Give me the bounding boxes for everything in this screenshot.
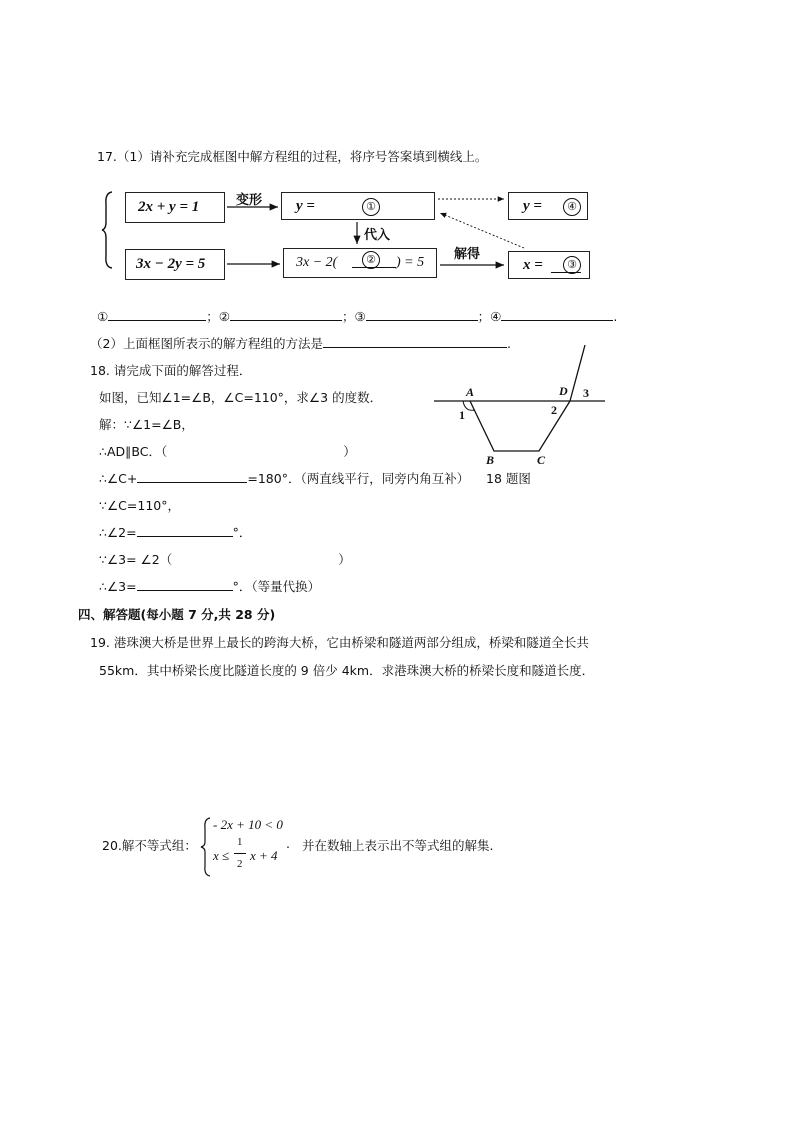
answer-label-2: ；② xyxy=(206,309,230,324)
inequality-1: - 2x + 10 < 0 xyxy=(213,817,283,832)
q18-step-3 xyxy=(99,469,469,487)
answer-blank-1[interactable] xyxy=(108,308,206,321)
q17-header: 17.（1）请补充完成框图中解方程组的过程，将序号答案填到横线上。 xyxy=(97,149,488,164)
result-y: y = xyxy=(523,198,542,214)
arrow-back xyxy=(440,213,524,248)
equation-2: 3x − 2y = 5 xyxy=(136,256,206,272)
label-C: C xyxy=(537,453,546,467)
label-A: A xyxy=(466,385,475,399)
step-7-reason: °．（等量代换） xyxy=(232,579,321,594)
transform-y: y = xyxy=(296,198,315,214)
answer-end: . xyxy=(613,309,618,324)
label-substitute: 代入 xyxy=(364,228,391,243)
label-3: 3 xyxy=(583,386,589,400)
fraction-denominator: 2 xyxy=(237,858,243,870)
label-1: 1 xyxy=(459,408,465,422)
q18-given: 如图，已知∠1=∠B，∠C=110°，求∠3 的度数． xyxy=(99,390,383,405)
substitute-prefix: 3x − 2( xyxy=(296,255,338,270)
result-x: x = xyxy=(523,257,543,273)
label-2: 2 xyxy=(551,403,557,417)
answer-label-1: ① xyxy=(97,309,109,324)
step-5-text: ∴∠2= xyxy=(99,525,137,540)
step-3-reason: =180°．（两直线平行，同旁内角互补） xyxy=(247,471,470,486)
step-2-text: ∴AD∥BC．（ xyxy=(99,444,168,459)
figure-caption: 18 题图 xyxy=(486,471,531,486)
q20-dot: . xyxy=(286,836,290,851)
substitute-suffix: ) = 5 xyxy=(396,255,425,270)
label-B: B xyxy=(486,453,495,467)
answer-blank-3[interactable] xyxy=(366,308,478,321)
flow-arrows xyxy=(0,0,794,300)
q20-brace xyxy=(200,816,212,878)
part2-suffix: . xyxy=(506,336,511,351)
label-transform: 变形 xyxy=(236,193,263,208)
q18-step-4: ∵∠C=110°， xyxy=(99,498,180,513)
q18-figure xyxy=(430,340,620,470)
q19-line-2: 55km．其中桥梁长度比隧道长度的 9 倍少 4km．求港珠澳大桥的桥梁长度和隧道长度． xyxy=(99,663,595,678)
q17-answer-line xyxy=(97,307,617,325)
fraction-numerator: 1 xyxy=(237,836,243,848)
answer-label-3: ；③ xyxy=(341,309,366,324)
equation-1: 2x + y = 1 xyxy=(138,199,200,215)
answer-label-4: ；④ xyxy=(477,309,502,324)
step-3-text: ∴∠C+ xyxy=(99,471,138,486)
part2-prefix: （2）上面框图所表示的解方程组的方法是 xyxy=(90,336,323,351)
label-D: D xyxy=(559,384,568,398)
q18-step-7 xyxy=(99,577,320,595)
q18-step-2 xyxy=(99,442,356,460)
inequality-2-lhs: x ≤ xyxy=(213,848,230,863)
step-6-close: ） xyxy=(338,552,351,567)
step-5-blank[interactable] xyxy=(137,524,233,537)
blank-mark-4: ④ xyxy=(563,198,581,216)
q19-line-1: 19. 港珠澳大桥是世界上最长的跨海大桥，它由桥梁和隧道两部分组成，桥梁和隧道全长共 xyxy=(90,635,589,650)
answer-blank-2[interactable] xyxy=(230,308,342,321)
section-4-title: 四、解答题(每小题 7 分,共 28 分) xyxy=(78,607,276,622)
q18-step-1: 解：∵∠1=∠B， xyxy=(99,417,194,432)
step-5-unit: °． xyxy=(232,525,252,540)
step-7-blank[interactable] xyxy=(137,578,233,591)
blank-mark-3: ③ xyxy=(563,256,581,274)
q20-prefix: 20.解不等式组： xyxy=(102,838,197,853)
blank-mark-1: ① xyxy=(362,198,380,216)
q18-header: 18. 请完成下面的解答过程． xyxy=(90,363,252,378)
q18-step-5 xyxy=(99,523,251,541)
blank-mark-2: ② xyxy=(362,251,380,269)
q20-suffix: 并在数轴上表示出不等式组的解集. xyxy=(302,838,494,853)
inequality-2-rhs: x + 4 xyxy=(250,848,278,863)
label-solve: 解得 xyxy=(454,247,481,262)
answer-blank-4[interactable] xyxy=(501,308,613,321)
step-7-text: ∴∠3= xyxy=(99,579,137,594)
fraction-bar xyxy=(234,853,246,854)
step-6-text: ∵∠3= ∠2（ xyxy=(99,552,173,567)
step-3-blank[interactable] xyxy=(137,470,247,483)
step-2-close: ） xyxy=(343,444,356,459)
q18-step-6 xyxy=(99,550,351,568)
